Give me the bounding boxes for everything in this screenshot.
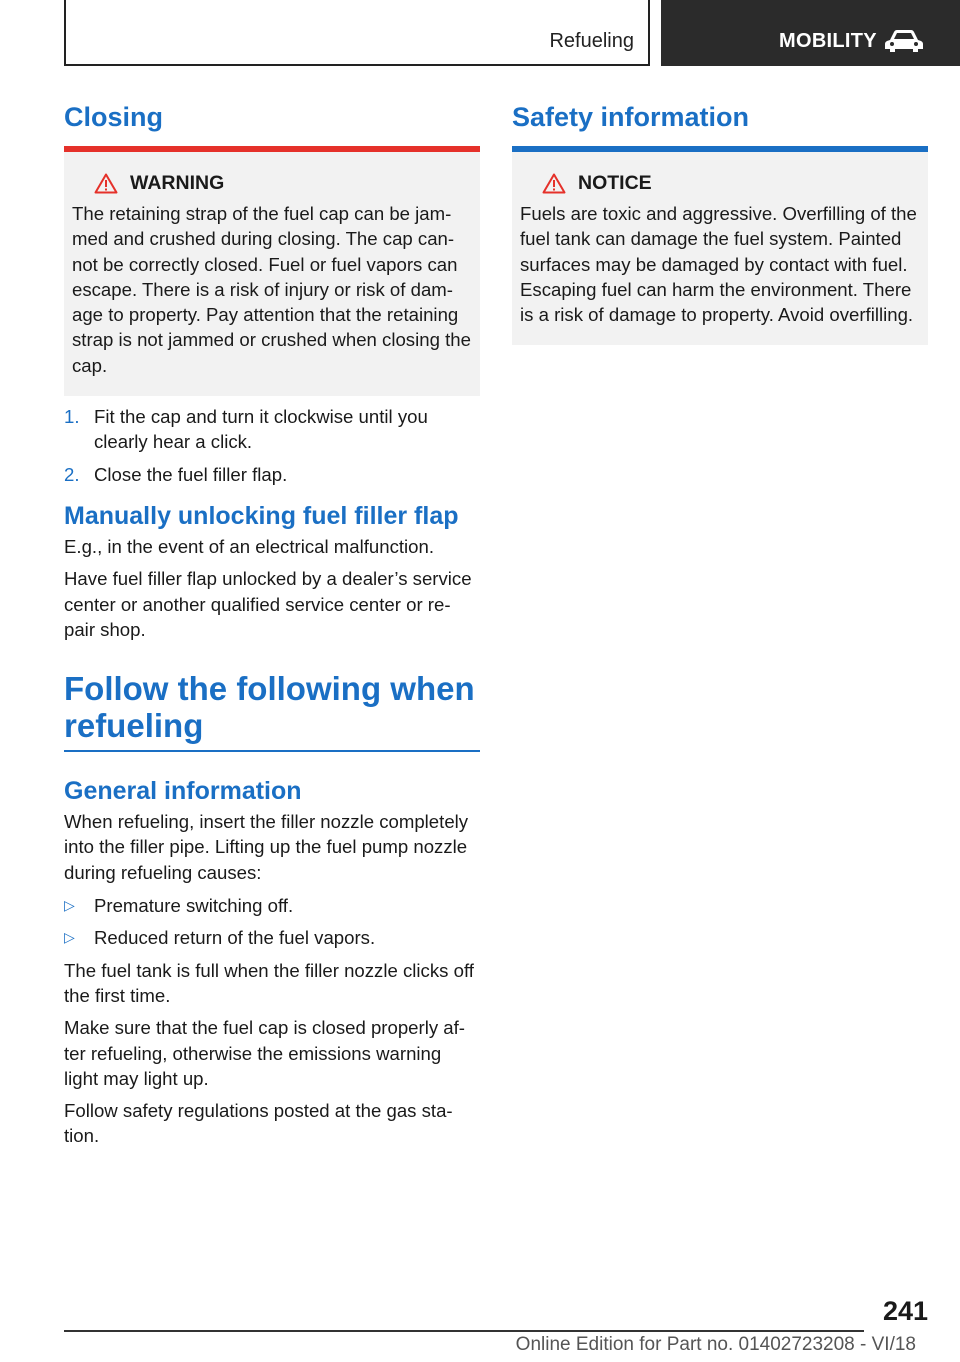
step-number: 2.: [64, 463, 80, 485]
follow-heading: Follow the following when refueling: [64, 670, 475, 745]
footer-edition: Online Edition for Part no. 01402723208 - VI/18: [515, 1334, 916, 1355]
notice-text: Fuels are toxic and aggressive. Overfilling of the fuel tank can damage the fuel system. Painted surfaces may be damaged by contact with fuel. Escaping fuel can harm the environment. There is a risk of damage to property. Avoid overfilling.: [520, 203, 917, 326]
manual-unlock-heading: Manually unlocking fuel filler flap: [64, 501, 459, 530]
page-number: 241: [882, 1296, 928, 1326]
list-item: [64, 893, 480, 918]
safety-heading: Safety information: [512, 102, 750, 132]
bullet-text: Reduced return of the fuel vapors.: [94, 927, 376, 949]
manual-unlock-para-1: E.g., in the event of an electrical malfunction.: [64, 535, 435, 557]
list-item: [64, 404, 480, 455]
notice-header: [520, 172, 920, 195]
warning-header: [72, 172, 472, 195]
general-para-3: Make sure that the fuel cap is closed properly af-ter refueling, otherwise the emissions warning light may light up.: [64, 1017, 466, 1089]
general-bullets: [64, 893, 480, 951]
list-item: [64, 462, 480, 487]
warning-triangle-icon: [94, 173, 118, 194]
general-info-heading: General information: [64, 777, 302, 806]
chapter-title: MOBILITY: [779, 30, 877, 52]
left-column: [64, 100, 480, 1149]
general-para-4: Follow safety regulations posted at the gas sta-tion.: [64, 1100, 453, 1147]
general-para-2: The fuel tank is full when the filler nozzle clicks off the first time.: [64, 959, 474, 1006]
closing-steps: [64, 404, 480, 487]
step-text: Fit the cap and turn it clockwise until you clearly hear a click.: [94, 406, 428, 453]
header-section-tab: [64, 0, 650, 66]
footer-rule: [64, 1330, 864, 1332]
closing-heading: Closing: [64, 102, 163, 132]
step-text: Close the fuel filler flap.: [94, 463, 288, 485]
warning-text: The retaining strap of the fuel cap can be jam-med and crushed during closing. The cap can-not be correctly closed. Fuel or fuel vapors can escape. There is a risk of injury or risk of dam-age to property. Pay attention that the retaining strap is not jammed or crushed when closing the cap.: [72, 203, 471, 376]
warning-triangle-icon: [542, 173, 566, 194]
step-number: 1.: [64, 406, 80, 428]
warning-label: WARNING: [130, 172, 225, 194]
notice-box: [512, 152, 928, 345]
right-column: [512, 100, 928, 345]
list-item: [64, 925, 480, 950]
warning-box: [64, 152, 480, 396]
follow-rule: [64, 750, 480, 752]
bullet-triangle-icon: ▷: [64, 897, 75, 914]
general-para-1: When refueling, insert the filler nozzle completely into the filler pipe. Lifting up the fuel pump nozzle during refueling causes:: [64, 811, 469, 883]
manual-unlock-para-2: Have fuel filler flap unlocked by a dealer’s service center or another qualified service center or re-pair shop.: [64, 568, 472, 640]
car-icon: [884, 28, 924, 54]
bullet-text: Premature switching off.: [94, 895, 294, 917]
section-title: Refueling: [549, 30, 634, 52]
bullet-triangle-icon: ▷: [64, 929, 75, 946]
notice-label: NOTICE: [578, 172, 652, 194]
